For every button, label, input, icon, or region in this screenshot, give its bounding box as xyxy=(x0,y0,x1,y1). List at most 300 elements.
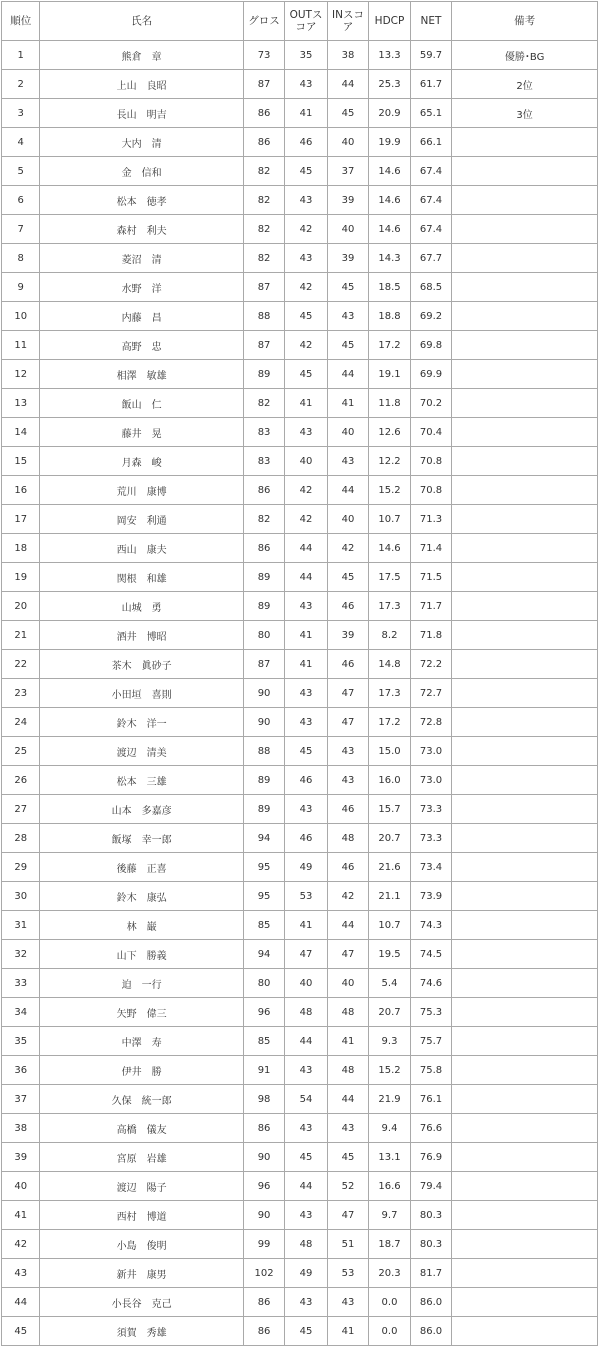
out-score-cell: 45 xyxy=(285,737,327,766)
table-row xyxy=(2,1288,598,1317)
note-cell xyxy=(452,737,598,766)
hdcp-cell: 0.0 xyxy=(369,1288,410,1317)
in-score-cell: 45 xyxy=(327,1143,368,1172)
table-row xyxy=(2,1027,598,1056)
hdcp-cell: 5.4 xyxy=(369,969,410,998)
hdcp-cell: 9.3 xyxy=(369,1027,410,1056)
note-cell xyxy=(452,1172,598,1201)
name-cell: 山本 多嘉彦 xyxy=(40,795,243,824)
in-score-cell: 43 xyxy=(327,447,368,476)
note-cell xyxy=(452,331,598,360)
net-cell: 71.7 xyxy=(410,592,451,621)
note-cell xyxy=(452,215,598,244)
table-row xyxy=(2,911,598,940)
gross-cell: 82 xyxy=(243,186,284,215)
name-cell: 西村 博道 xyxy=(40,1201,243,1230)
gross-cell: 99 xyxy=(243,1230,284,1259)
gross-cell: 89 xyxy=(243,592,284,621)
name-cell: 菱沼 清 xyxy=(40,244,243,273)
rank-cell: 15 xyxy=(2,447,40,476)
out-score-cell: 45 xyxy=(285,1143,327,1172)
hdcp-cell: 21.1 xyxy=(369,882,410,911)
gross-cell: 86 xyxy=(243,1317,284,1346)
note-cell xyxy=(452,969,598,998)
net-cell: 86.0 xyxy=(410,1317,451,1346)
in-score-cell: 47 xyxy=(327,679,368,708)
name-cell: 伊井 勝 xyxy=(40,1056,243,1085)
hdcp-cell: 17.2 xyxy=(369,708,410,737)
gross-cell: 96 xyxy=(243,1172,284,1201)
net-cell: 67.7 xyxy=(410,244,451,273)
hdcp-cell: 20.7 xyxy=(369,824,410,853)
table-row xyxy=(2,969,598,998)
hdcp-cell: 15.2 xyxy=(369,1056,410,1085)
gross-cell: 87 xyxy=(243,331,284,360)
in-score-cell: 42 xyxy=(327,882,368,911)
gross-cell: 86 xyxy=(243,128,284,157)
table-row xyxy=(2,215,598,244)
rank-cell: 32 xyxy=(2,940,40,969)
rank-cell: 18 xyxy=(2,534,40,563)
gross-cell: 82 xyxy=(243,389,284,418)
note-cell xyxy=(452,418,598,447)
out-score-cell: 45 xyxy=(285,1317,327,1346)
out-score-cell: 40 xyxy=(285,447,327,476)
note-cell xyxy=(452,1114,598,1143)
note-cell xyxy=(452,273,598,302)
rank-cell: 28 xyxy=(2,824,40,853)
gross-cell: 102 xyxy=(243,1259,284,1288)
gross-cell: 95 xyxy=(243,882,284,911)
out-score-cell: 48 xyxy=(285,1230,327,1259)
in-score-cell: 41 xyxy=(327,1317,368,1346)
name-cell: 関根 和雄 xyxy=(40,563,243,592)
hdcp-cell: 18.8 xyxy=(369,302,410,331)
table-row xyxy=(2,70,598,99)
rank-cell: 19 xyxy=(2,563,40,592)
hdcp-cell: 21.6 xyxy=(369,853,410,882)
table-row xyxy=(2,882,598,911)
hdcp-cell: 14.8 xyxy=(369,650,410,679)
hdcp-cell: 20.7 xyxy=(369,998,410,1027)
hdcp-cell: 14.6 xyxy=(369,157,410,186)
table-row xyxy=(2,186,598,215)
note-cell xyxy=(452,186,598,215)
note-cell xyxy=(452,302,598,331)
in-score-cell: 40 xyxy=(327,128,368,157)
out-score-cell: 44 xyxy=(285,534,327,563)
table-row xyxy=(2,505,598,534)
net-cell: 71.3 xyxy=(410,505,451,534)
name-cell: 林 巌 xyxy=(40,911,243,940)
net-cell: 76.9 xyxy=(410,1143,451,1172)
gross-cell: 85 xyxy=(243,911,284,940)
header-hdcp: HDCP xyxy=(369,2,410,41)
net-cell: 71.8 xyxy=(410,621,451,650)
note-cell: 優勝･BG xyxy=(452,41,598,70)
out-score-cell: 45 xyxy=(285,157,327,186)
hdcp-cell: 13.3 xyxy=(369,41,410,70)
hdcp-cell: 8.2 xyxy=(369,621,410,650)
table-row xyxy=(2,1201,598,1230)
in-score-cell: 43 xyxy=(327,302,368,331)
results-table xyxy=(1,1,598,1346)
note-cell: 3位 xyxy=(452,99,598,128)
gross-cell: 86 xyxy=(243,534,284,563)
note-cell xyxy=(452,824,598,853)
header-in-score: INスコア xyxy=(327,2,368,41)
hdcp-cell: 12.6 xyxy=(369,418,410,447)
name-cell: 金 信和 xyxy=(40,157,243,186)
net-cell: 70.2 xyxy=(410,389,451,418)
table-row xyxy=(2,563,598,592)
rank-cell: 42 xyxy=(2,1230,40,1259)
gross-cell: 80 xyxy=(243,969,284,998)
note-cell xyxy=(452,940,598,969)
name-cell: 山城 勇 xyxy=(40,592,243,621)
name-cell: 後藤 正喜 xyxy=(40,853,243,882)
name-cell: 中澤 寿 xyxy=(40,1027,243,1056)
note-cell xyxy=(452,853,598,882)
in-score-cell: 44 xyxy=(327,911,368,940)
net-cell: 59.7 xyxy=(410,41,451,70)
name-cell: 岡安 利通 xyxy=(40,505,243,534)
in-score-cell: 37 xyxy=(327,157,368,186)
note-cell xyxy=(452,128,598,157)
hdcp-cell: 15.0 xyxy=(369,737,410,766)
out-score-cell: 41 xyxy=(285,99,327,128)
net-cell: 74.3 xyxy=(410,911,451,940)
note-cell xyxy=(452,244,598,273)
name-cell: 内藤 昌 xyxy=(40,302,243,331)
table-row xyxy=(2,824,598,853)
name-cell: 高橋 儀友 xyxy=(40,1114,243,1143)
rank-cell: 36 xyxy=(2,1056,40,1085)
net-cell: 74.6 xyxy=(410,969,451,998)
gross-cell: 98 xyxy=(243,1085,284,1114)
name-cell: 松本 三雄 xyxy=(40,766,243,795)
name-cell: 飯塚 幸一郎 xyxy=(40,824,243,853)
gross-cell: 89 xyxy=(243,563,284,592)
rank-cell: 37 xyxy=(2,1085,40,1114)
out-score-cell: 43 xyxy=(285,679,327,708)
table-row xyxy=(2,766,598,795)
gross-cell: 90 xyxy=(243,1143,284,1172)
in-score-cell: 53 xyxy=(327,1259,368,1288)
note-cell xyxy=(452,1259,598,1288)
in-score-cell: 44 xyxy=(327,360,368,389)
hdcp-cell: 19.1 xyxy=(369,360,410,389)
hdcp-cell: 15.7 xyxy=(369,795,410,824)
net-cell: 80.3 xyxy=(410,1201,451,1230)
rank-cell: 20 xyxy=(2,592,40,621)
out-score-cell: 42 xyxy=(285,476,327,505)
header-gross: グロス xyxy=(243,2,284,41)
note-cell xyxy=(452,476,598,505)
out-score-cell: 43 xyxy=(285,795,327,824)
out-score-cell: 53 xyxy=(285,882,327,911)
rank-cell: 1 xyxy=(2,41,40,70)
name-cell: 水野 洋 xyxy=(40,273,243,302)
note-cell xyxy=(452,389,598,418)
note-cell xyxy=(452,1143,598,1172)
name-cell: 宮原 岩雄 xyxy=(40,1143,243,1172)
hdcp-cell: 19.9 xyxy=(369,128,410,157)
net-cell: 71.5 xyxy=(410,563,451,592)
rank-cell: 6 xyxy=(2,186,40,215)
out-score-cell: 43 xyxy=(285,418,327,447)
name-cell: 須賀 秀雄 xyxy=(40,1317,243,1346)
note-cell xyxy=(452,534,598,563)
rank-cell: 24 xyxy=(2,708,40,737)
net-cell: 65.1 xyxy=(410,99,451,128)
out-score-cell: 43 xyxy=(285,708,327,737)
net-cell: 66.1 xyxy=(410,128,451,157)
out-score-cell: 43 xyxy=(285,1288,327,1317)
table-row xyxy=(2,940,598,969)
gross-cell: 94 xyxy=(243,940,284,969)
rank-cell: 40 xyxy=(2,1172,40,1201)
out-score-cell: 48 xyxy=(285,998,327,1027)
gross-cell: 82 xyxy=(243,215,284,244)
rank-cell: 2 xyxy=(2,70,40,99)
table-row xyxy=(2,621,598,650)
net-cell: 75.8 xyxy=(410,1056,451,1085)
out-score-cell: 49 xyxy=(285,1259,327,1288)
net-cell: 69.8 xyxy=(410,331,451,360)
rank-cell: 11 xyxy=(2,331,40,360)
in-score-cell: 47 xyxy=(327,1201,368,1230)
note-cell xyxy=(452,1056,598,1085)
table-row xyxy=(2,302,598,331)
in-score-cell: 45 xyxy=(327,331,368,360)
table-row xyxy=(2,998,598,1027)
out-score-cell: 44 xyxy=(285,563,327,592)
hdcp-cell: 12.2 xyxy=(369,447,410,476)
name-cell: 渡辺 清美 xyxy=(40,737,243,766)
out-score-cell: 41 xyxy=(285,911,327,940)
hdcp-cell: 9.7 xyxy=(369,1201,410,1230)
gross-cell: 88 xyxy=(243,302,284,331)
rank-cell: 38 xyxy=(2,1114,40,1143)
table-row xyxy=(2,1259,598,1288)
header-rank: 順位 xyxy=(2,2,40,41)
note-cell xyxy=(452,157,598,186)
gross-cell: 91 xyxy=(243,1056,284,1085)
out-score-cell: 42 xyxy=(285,273,327,302)
in-score-cell: 40 xyxy=(327,969,368,998)
gross-cell: 90 xyxy=(243,679,284,708)
in-score-cell: 48 xyxy=(327,998,368,1027)
gross-cell: 90 xyxy=(243,1201,284,1230)
out-score-cell: 45 xyxy=(285,302,327,331)
note-cell: 2位 xyxy=(452,70,598,99)
gross-cell: 96 xyxy=(243,998,284,1027)
in-score-cell: 47 xyxy=(327,940,368,969)
name-cell: 相澤 敏雄 xyxy=(40,360,243,389)
out-score-cell: 46 xyxy=(285,128,327,157)
hdcp-cell: 10.7 xyxy=(369,505,410,534)
hdcp-cell: 17.2 xyxy=(369,331,410,360)
net-cell: 72.8 xyxy=(410,708,451,737)
table-row xyxy=(2,592,598,621)
name-cell: 松本 徳孝 xyxy=(40,186,243,215)
in-score-cell: 44 xyxy=(327,70,368,99)
in-score-cell: 43 xyxy=(327,1288,368,1317)
net-cell: 73.0 xyxy=(410,766,451,795)
rank-cell: 31 xyxy=(2,911,40,940)
hdcp-cell: 20.9 xyxy=(369,99,410,128)
name-cell: 山下 勝義 xyxy=(40,940,243,969)
table-row xyxy=(2,708,598,737)
in-score-cell: 39 xyxy=(327,244,368,273)
in-score-cell: 46 xyxy=(327,650,368,679)
net-cell: 80.3 xyxy=(410,1230,451,1259)
name-cell: 鈴木 康弘 xyxy=(40,882,243,911)
net-cell: 70.8 xyxy=(410,447,451,476)
out-score-cell: 46 xyxy=(285,824,327,853)
note-cell xyxy=(452,621,598,650)
out-score-cell: 42 xyxy=(285,505,327,534)
rank-cell: 4 xyxy=(2,128,40,157)
hdcp-cell: 17.3 xyxy=(369,679,410,708)
gross-cell: 87 xyxy=(243,70,284,99)
note-cell xyxy=(452,998,598,1027)
note-cell xyxy=(452,360,598,389)
rank-cell: 25 xyxy=(2,737,40,766)
out-score-cell: 47 xyxy=(285,940,327,969)
rank-cell: 26 xyxy=(2,766,40,795)
hdcp-cell: 25.3 xyxy=(369,70,410,99)
in-score-cell: 41 xyxy=(327,1027,368,1056)
name-cell: 小長谷 克己 xyxy=(40,1288,243,1317)
table-row xyxy=(2,99,598,128)
note-cell xyxy=(452,795,598,824)
note-cell xyxy=(452,1201,598,1230)
gross-cell: 82 xyxy=(243,157,284,186)
hdcp-cell: 17.5 xyxy=(369,563,410,592)
in-score-cell: 48 xyxy=(327,1056,368,1085)
name-cell: 長山 明吉 xyxy=(40,99,243,128)
table-row xyxy=(2,1317,598,1346)
note-cell xyxy=(452,766,598,795)
note-cell xyxy=(452,592,598,621)
name-cell: 迫 一行 xyxy=(40,969,243,998)
out-score-cell: 35 xyxy=(285,41,327,70)
note-cell xyxy=(452,505,598,534)
out-score-cell: 43 xyxy=(285,1201,327,1230)
net-cell: 81.7 xyxy=(410,1259,451,1288)
note-cell xyxy=(452,1085,598,1114)
rank-cell: 22 xyxy=(2,650,40,679)
name-cell: 森村 利夫 xyxy=(40,215,243,244)
gross-cell: 95 xyxy=(243,853,284,882)
net-cell: 71.4 xyxy=(410,534,451,563)
hdcp-cell: 17.3 xyxy=(369,592,410,621)
in-score-cell: 38 xyxy=(327,41,368,70)
note-cell xyxy=(452,563,598,592)
in-score-cell: 47 xyxy=(327,708,368,737)
table-row xyxy=(2,1172,598,1201)
in-score-cell: 43 xyxy=(327,1114,368,1143)
table-body xyxy=(2,41,598,1346)
in-score-cell: 48 xyxy=(327,824,368,853)
net-cell: 70.8 xyxy=(410,476,451,505)
in-score-cell: 39 xyxy=(327,621,368,650)
net-cell: 70.4 xyxy=(410,418,451,447)
note-cell xyxy=(452,679,598,708)
table-row xyxy=(2,389,598,418)
in-score-cell: 43 xyxy=(327,737,368,766)
note-cell xyxy=(452,1288,598,1317)
hdcp-cell: 0.0 xyxy=(369,1317,410,1346)
name-cell: 荒川 康博 xyxy=(40,476,243,505)
header-net: NET xyxy=(410,2,451,41)
name-cell: 西山 康夫 xyxy=(40,534,243,563)
in-score-cell: 40 xyxy=(327,505,368,534)
note-cell xyxy=(452,1317,598,1346)
hdcp-cell: 13.1 xyxy=(369,1143,410,1172)
hdcp-cell: 14.6 xyxy=(369,215,410,244)
name-cell: 藤井 晃 xyxy=(40,418,243,447)
net-cell: 86.0 xyxy=(410,1288,451,1317)
net-cell: 73.9 xyxy=(410,882,451,911)
out-score-cell: 54 xyxy=(285,1085,327,1114)
gross-cell: 82 xyxy=(243,244,284,273)
hdcp-cell: 16.0 xyxy=(369,766,410,795)
header-out-score: OUTスコア xyxy=(285,2,327,41)
out-score-cell: 40 xyxy=(285,969,327,998)
table-row xyxy=(2,273,598,302)
rank-cell: 33 xyxy=(2,969,40,998)
table-row xyxy=(2,534,598,563)
rank-cell: 16 xyxy=(2,476,40,505)
net-cell: 73.0 xyxy=(410,737,451,766)
out-score-cell: 44 xyxy=(285,1027,327,1056)
out-score-cell: 49 xyxy=(285,853,327,882)
note-cell xyxy=(452,650,598,679)
table-row xyxy=(2,679,598,708)
name-cell: 熊倉 章 xyxy=(40,41,243,70)
gross-cell: 80 xyxy=(243,621,284,650)
out-score-cell: 43 xyxy=(285,592,327,621)
note-cell xyxy=(452,1230,598,1259)
name-cell: 上山 良昭 xyxy=(40,70,243,99)
table-row xyxy=(2,1143,598,1172)
hdcp-cell: 14.6 xyxy=(369,534,410,563)
name-cell: 渡辺 陽子 xyxy=(40,1172,243,1201)
gross-cell: 86 xyxy=(243,476,284,505)
name-cell: 茶木 眞砂子 xyxy=(40,650,243,679)
hdcp-cell: 11.8 xyxy=(369,389,410,418)
rank-cell: 7 xyxy=(2,215,40,244)
name-cell: 月森 峻 xyxy=(40,447,243,476)
in-score-cell: 44 xyxy=(327,1085,368,1114)
header-row xyxy=(2,2,598,41)
name-cell: 小島 俊明 xyxy=(40,1230,243,1259)
rank-cell: 9 xyxy=(2,273,40,302)
out-score-cell: 45 xyxy=(285,360,327,389)
table-row xyxy=(2,476,598,505)
note-cell xyxy=(452,911,598,940)
name-cell: 新井 康男 xyxy=(40,1259,243,1288)
rank-cell: 30 xyxy=(2,882,40,911)
table-row xyxy=(2,41,598,70)
table-row xyxy=(2,737,598,766)
table-row xyxy=(2,1114,598,1143)
table-row xyxy=(2,1085,598,1114)
rank-cell: 29 xyxy=(2,853,40,882)
